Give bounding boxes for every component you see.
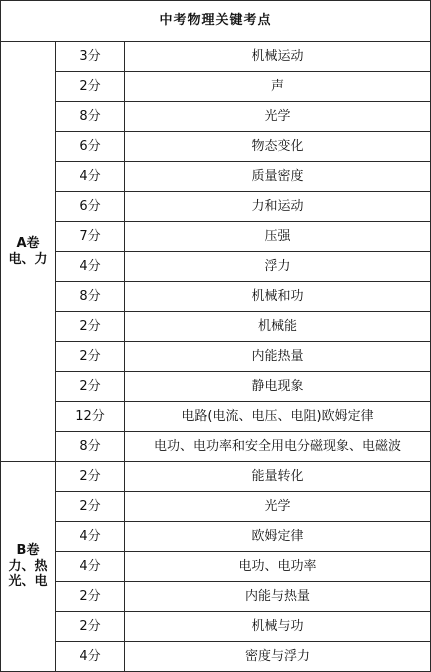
topic-cell: 静电现象 <box>125 372 431 402</box>
group-label-line: 力、热 <box>8 558 48 574</box>
score-cell: 8分 <box>56 102 125 132</box>
topic-cell: 电功、电功率和安全用电分磁现象、电磁波 <box>125 432 431 462</box>
group-b-label <box>1 462 56 672</box>
table-row <box>1 612 431 642</box>
score-cell: 4分 <box>56 162 125 192</box>
topic-cell: 质量密度 <box>125 162 431 192</box>
score-cell: 4分 <box>56 552 125 582</box>
table-title: 中考物理关键考点 <box>1 1 431 42</box>
topic-cell: 电功、电功率 <box>125 552 431 582</box>
topic-cell: 光学 <box>125 102 431 132</box>
topic-cell: 物态变化 <box>125 132 431 162</box>
table-row <box>1 522 431 552</box>
topic-cell: 浮力 <box>125 252 431 282</box>
score-cell: 4分 <box>56 642 125 672</box>
score-cell: 7分 <box>56 222 125 252</box>
table-row <box>1 492 431 522</box>
topic-cell: 内能热量 <box>125 342 431 372</box>
score-cell: 3分 <box>56 42 125 72</box>
score-cell: 8分 <box>56 282 125 312</box>
table-row <box>1 432 431 462</box>
score-cell: 4分 <box>56 252 125 282</box>
table-row <box>1 372 431 402</box>
score-cell: 2分 <box>56 72 125 102</box>
group-label-line: A卷 <box>16 235 40 251</box>
topic-cell: 声 <box>125 72 431 102</box>
topic-cell: 能量转化 <box>125 462 431 492</box>
table-row <box>1 642 431 672</box>
topic-cell: 力和运动 <box>125 192 431 222</box>
score-cell: 2分 <box>56 342 125 372</box>
score-cell: 6分 <box>56 132 125 162</box>
score-cell: 2分 <box>56 462 125 492</box>
score-cell: 2分 <box>56 312 125 342</box>
score-cell: 4分 <box>56 522 125 552</box>
topic-cell: 光学 <box>125 492 431 522</box>
table-row <box>1 552 431 582</box>
table-row <box>1 462 431 492</box>
topic-cell: 欧姆定律 <box>125 522 431 552</box>
table-row <box>1 312 431 342</box>
score-cell: 6分 <box>56 192 125 222</box>
table-row <box>1 402 431 432</box>
table-row <box>1 72 431 102</box>
score-cell: 12分 <box>56 402 125 432</box>
table-row <box>1 342 431 372</box>
table-row <box>1 42 431 72</box>
group-label-line: 光、电 <box>8 574 48 590</box>
table-row <box>1 582 431 612</box>
topic-cell: 机械运动 <box>125 42 431 72</box>
score-cell: 2分 <box>56 582 125 612</box>
score-cell: 2分 <box>56 492 125 522</box>
topic-cell: 机械与功 <box>125 612 431 642</box>
group-label-line: 电、力 <box>8 251 48 267</box>
table-row <box>1 132 431 162</box>
group-a-label <box>1 42 56 462</box>
topic-cell: 密度与浮力 <box>125 642 431 672</box>
table-row <box>1 252 431 282</box>
score-cell: 2分 <box>56 372 125 402</box>
table-row <box>1 162 431 192</box>
topic-cell: 压强 <box>125 222 431 252</box>
group-label-line: B卷 <box>16 543 40 559</box>
table-row <box>1 102 431 132</box>
table-row <box>1 282 431 312</box>
topic-cell: 内能与热量 <box>125 582 431 612</box>
score-cell: 2分 <box>56 612 125 642</box>
table-row <box>1 192 431 222</box>
table-row <box>1 222 431 252</box>
topic-cell: 机械能 <box>125 312 431 342</box>
score-cell: 8分 <box>56 432 125 462</box>
topic-cell: 电路(电流、电压、电阻)欧姆定律 <box>125 402 431 432</box>
topic-cell: 机械和功 <box>125 282 431 312</box>
